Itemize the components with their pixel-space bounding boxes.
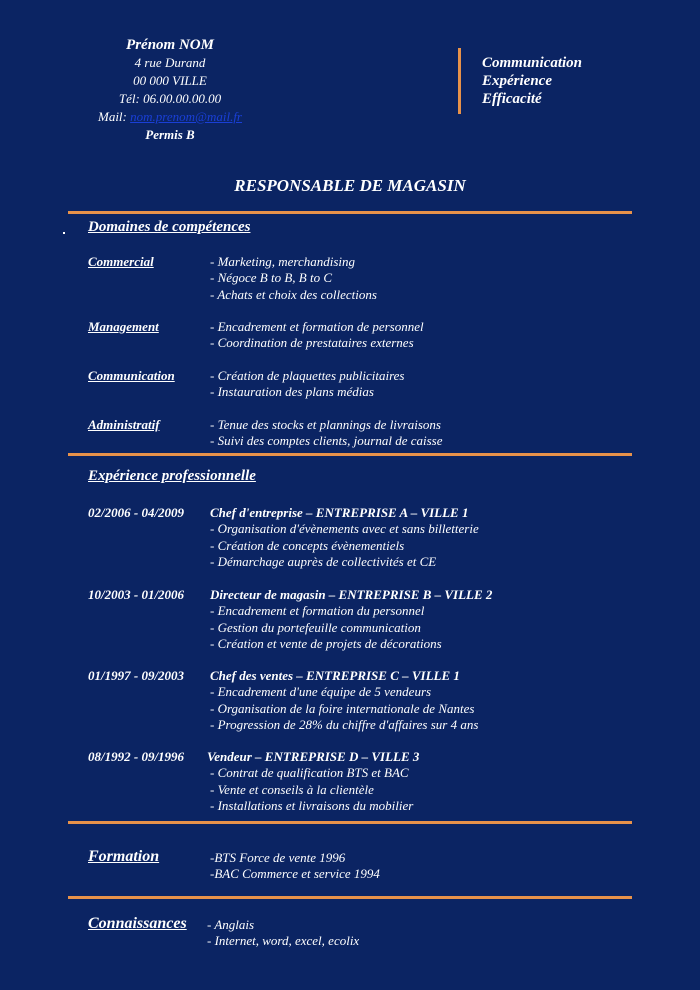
list-item: - Création de plaquettes publicitaires — [210, 368, 405, 383]
page-title: RESPONSABLE DE MAGASIN — [234, 176, 466, 195]
list-item: - Anglais — [207, 917, 255, 932]
list-item: - Progression de 28% du chiffre d'affaires sur 4 ans — [210, 716, 479, 732]
list-item: -BTS Force de vente 1996 — [210, 850, 346, 865]
experience-heading: Expérience professionnelle — [88, 468, 256, 484]
list-item: - Suivi des comptes clients, journal de caisse — [210, 433, 443, 449]
education-heading: Formation — [88, 848, 160, 865]
contact-address: 4 rue Durand — [134, 55, 206, 70]
skill-label-management: Management — [88, 319, 159, 334]
education-items — [210, 850, 380, 883]
skill-items-communication — [210, 368, 405, 401]
knowledge-items — [207, 917, 359, 950]
contact-city: 00 000 VILLE — [133, 73, 207, 88]
section-divider — [68, 453, 632, 456]
list-item: - Achats et choix des collections — [210, 286, 377, 302]
list-item: - Marketing, merchandising — [210, 254, 356, 269]
section-divider — [68, 211, 632, 214]
job-dates: 01/1997 - 09/2003 — [88, 668, 185, 683]
skill-label-communication: Communication — [88, 368, 175, 383]
skill-items-administratif — [210, 417, 443, 450]
section-divider — [68, 821, 632, 824]
job-role: Vendeur – ENTREPRISE D – VILLE 3 — [207, 749, 420, 764]
job-entry — [207, 749, 419, 814]
contact-mail-link[interactable]: nom.prenom@mail.fr — [130, 109, 242, 124]
list-item: - Organisation de la foire internationale de Nantes — [210, 700, 475, 716]
quality-item: Efficacité — [482, 91, 542, 107]
knowledge-heading: Connaissances — [88, 915, 187, 932]
skills-heading: Domaines de compétences — [88, 219, 251, 235]
contact-phone: Tél: 06.00.00.00.00 — [118, 91, 222, 106]
list-item: - Création et vente de projets de décorations — [210, 635, 442, 651]
skill-items-commercial — [210, 254, 377, 303]
list-item: - Négoce B to B, B to C — [210, 270, 333, 286]
qualities-divider — [458, 48, 461, 114]
list-item: - Instauration des plans médias — [210, 384, 374, 400]
list-item: - Coordination de prestataires externes — [210, 335, 414, 351]
list-item: - Vente et conseils à la clientèle — [210, 781, 374, 797]
list-item: - Démarchage auprès de collectivités et CE — [210, 553, 437, 569]
list-item: -BAC Commerce et service 1994 — [210, 866, 380, 882]
job-role: Directeur de magasin – ENTREPRISE B – VILLE 2 — [210, 587, 493, 602]
quality-item: Communication — [482, 55, 583, 71]
bullet-dot — [63, 232, 65, 234]
job-role: Chef d'entreprise – ENTREPRISE A – VILLE 1 — [210, 505, 469, 520]
list-item: - Installations et livraisons du mobilier — [210, 797, 414, 813]
list-item: - Encadrement et formation du personnel — [210, 603, 425, 619]
job-dates: 08/1992 - 09/1996 — [88, 749, 185, 764]
list-item: - Encadrement d'une équipe de 5 vendeurs — [210, 684, 432, 700]
job-role: Chef des ventes – ENTREPRISE C – VILLE 1 — [210, 668, 460, 683]
contact-block — [70, 36, 270, 144]
qualities-list — [482, 54, 582, 108]
section-divider — [68, 896, 632, 899]
list-item: - Encadrement et formation de personnel — [210, 319, 424, 334]
job-dates: 02/2006 - 04/2009 — [88, 505, 185, 520]
list-item: - Création de concepts évènementiels — [210, 537, 405, 553]
list-item: - Contrat de qualification BTS et BAC — [210, 765, 409, 781]
contact-mail-label: Mail: — [97, 109, 127, 124]
skill-label-administratif: Administratif — [88, 417, 160, 432]
skill-items-management — [210, 319, 424, 352]
quality-item: Expérience — [482, 73, 552, 89]
skill-label-commercial: Commercial — [88, 254, 154, 269]
list-item: - Organisation d'évènements avec et sans billetterie — [210, 521, 479, 537]
job-entry — [210, 668, 478, 733]
job-dates: 10/2003 - 01/2006 — [88, 587, 185, 602]
contact-mail — [70, 108, 270, 126]
contact-license: Permis B — [145, 127, 195, 142]
job-entry — [210, 587, 492, 652]
list-item: - Gestion du portefeuille communication — [210, 619, 421, 635]
job-entry — [210, 505, 479, 570]
list-item: - Internet, word, excel, ecolix — [207, 933, 360, 949]
list-item: - Tenue des stocks et plannings de livraisons — [210, 417, 441, 432]
contact-name: Prénom NOM — [126, 37, 214, 53]
